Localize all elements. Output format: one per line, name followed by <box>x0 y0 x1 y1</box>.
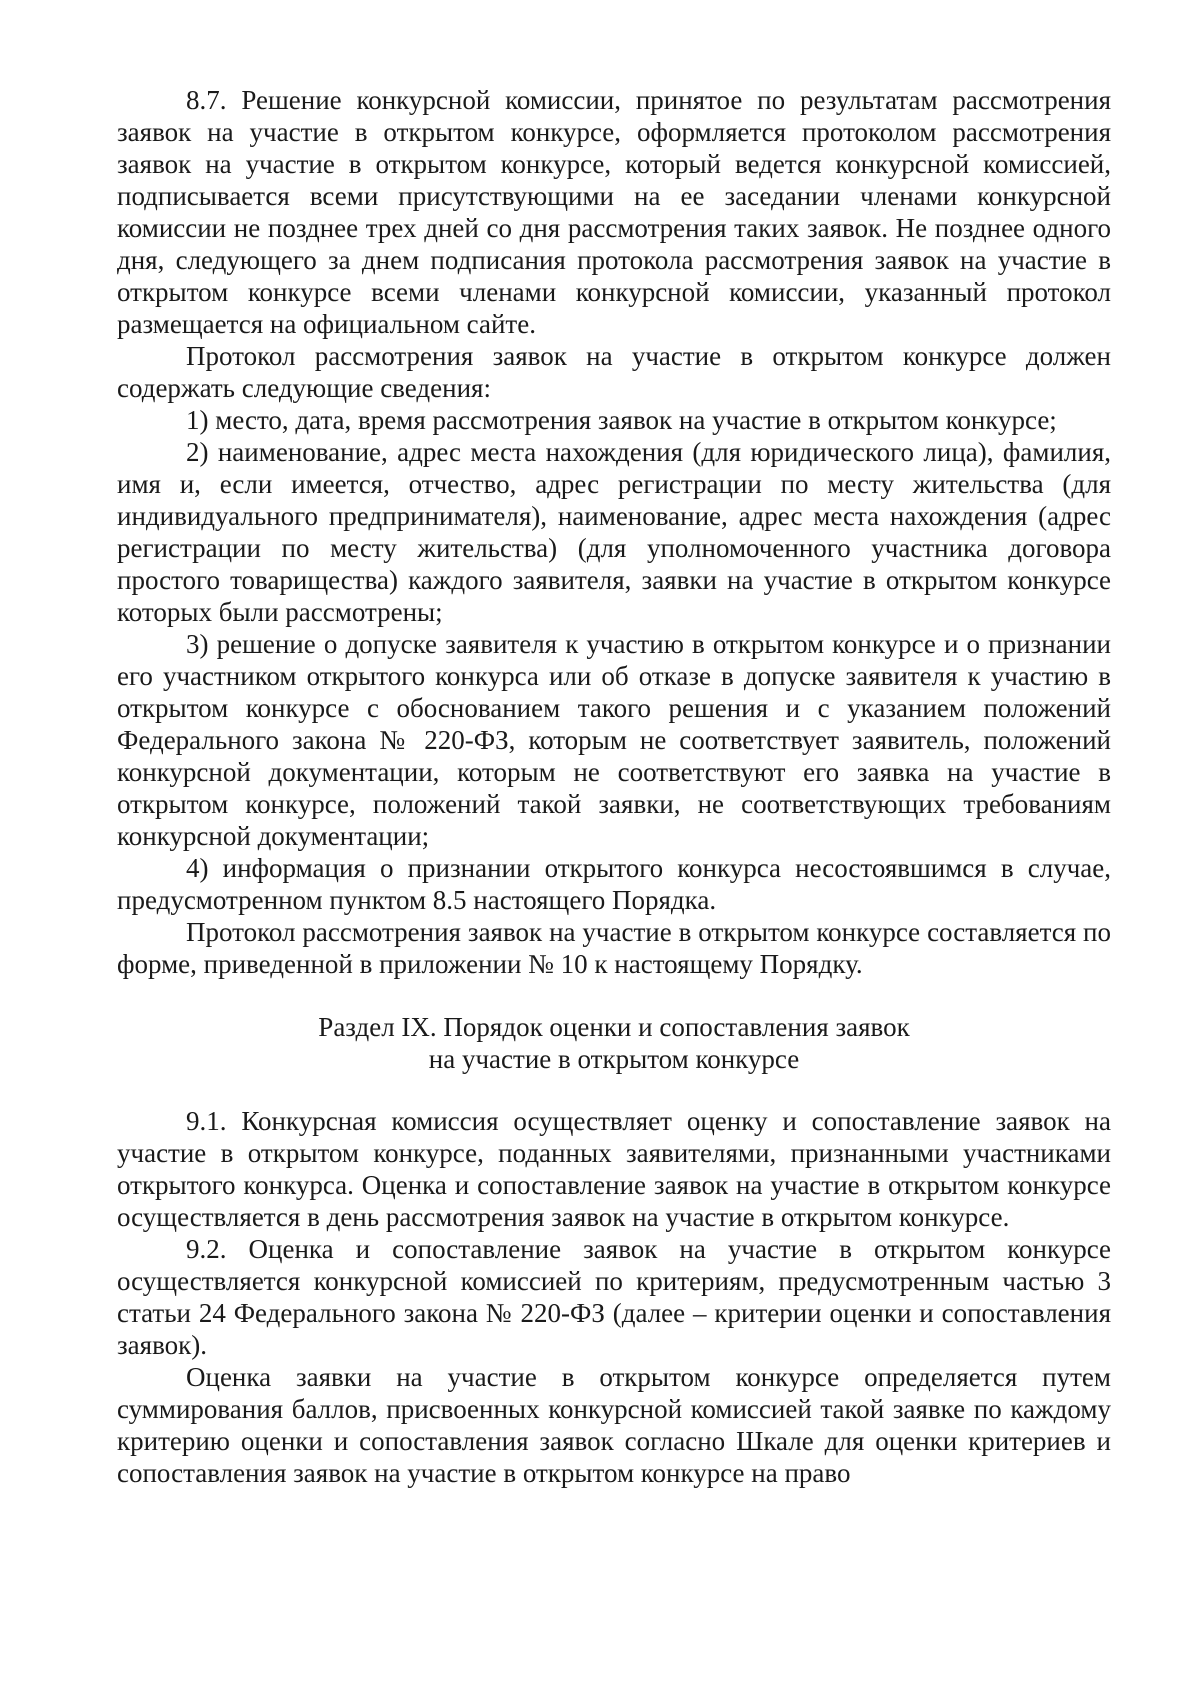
list-item-4: 4) информация о признании открытого конкурса несостоявшимся в случае, предусмотренном пунктом 8.5 настоящего Порядка. <box>117 853 1111 915</box>
paragraph-evaluation: Оценка заявки на участие в открытом конкурсе определяется путем суммирования баллов, присвоенных конкурсной комиссией такой заявке по каждому критерию оценки и сопоставления заявок согласно Шкале для оценки критериев и сопоставления заявок на участие в открытом конкурсе на право <box>117 1362 1111 1488</box>
list-item-3: 3) решение о допуске заявителя к участию в открытом конкурсе и о признании его участником открытого конкурса или об отказе в допуске заявителя к участию в открытом конкурсе с обоснованием такого решения и с указанием положений Федерального закона № 220-ФЗ, которым не соответствует заявитель, положений конкурсной документации, которым не соответствуют его заявка на участие в открытом конкурсе, положений такой заявки, не соответствующих требованиям конкурсной документации; <box>117 629 1111 851</box>
paragraph-protocol-form: Протокол рассмотрения заявок на участие в открытом конкурсе составляется по форме, приведенной в приложении № 10 к настоящему Порядку. <box>117 917 1111 979</box>
document-body <box>117 84 1111 1489</box>
paragraph-8-7: 8.7. Решение конкурсной комиссии, принятое по результатам рассмотрения заявок на участие в открытом конкурсе, оформляется протоколом рассмотрения заявок на участие в открытом конкурсе, который ведется конкурсной комиссией, подписывается всеми присутствующими на ее заседании членами конкурсной комиссии не позднее трех дней со дня рассмотрения таких заявок. Не позднее одного дня, следующего за днем подписания протокола рассмотрения заявок на участие в открытом конкурсе всеми членами конкурсной комиссии, указанный протокол размещается на официальном сайте. <box>117 85 1111 339</box>
list-item-2: 2) наименование, адрес места нахождения (для юридического лица), фамилия, имя и, если имеется, отчество, адрес регистрации по месту жительства (для индивидуального предпринимателя), наименование, адрес места нахождения (адрес регистрации по месту жительства) (для уполномоченного участника договора простого товарищества) каждого заявителя, заявки на участие в открытом конкурсе которых были рассмотрены; <box>117 437 1111 627</box>
paragraph-9-2: 9.2. Оценка и сопоставление заявок на участие в открытом конкурсе осуществляется конкурсной комиссией по критериям, предусмотренным частью 3 статьи 24 Федерального закона № 220-ФЗ (далее – критерии оценки и сопоставления заявок). <box>117 1234 1111 1360</box>
paragraph-protocol-contents: Протокол рассмотрения заявок на участие в открытом конкурсе должен содержать следующие сведения: <box>117 341 1111 403</box>
list-item-1: 1) место, дата, время рассмотрения заявок на участие в открытом конкурсе; <box>186 405 1057 435</box>
section-heading-line-1: Раздел IX. Порядок оценки и сопоставления заявок <box>318 1012 910 1042</box>
section-heading-line-2: на участие в открытом конкурсе <box>428 1044 800 1074</box>
section-heading <box>117 1011 1111 1075</box>
paragraph-9-1: 9.1. Конкурсная комиссия осуществляет оценку и сопоставление заявок на участие в открытом конкурсе, поданных заявителями, признанными участниками открытого конкурса. Оценка и сопоставление заявок на участие в открытом конкурсе осуществляется в день рассмотрения заявок на участие в открытом конкурсе. <box>117 1106 1111 1232</box>
